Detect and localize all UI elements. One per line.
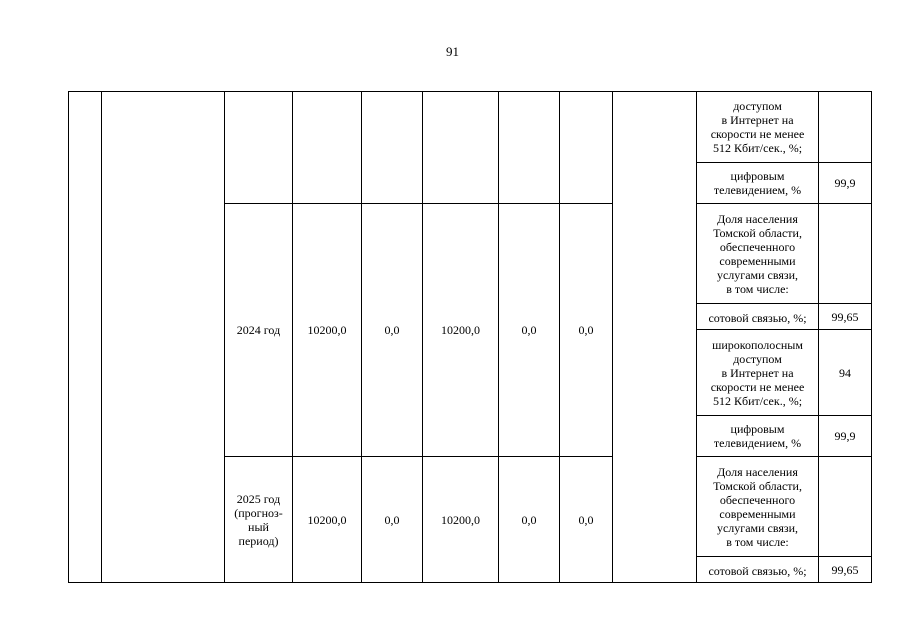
- indicator-text: скорости не менее: [710, 127, 805, 141]
- indicator-text: в том числе:: [726, 534, 789, 549]
- indicator-text: скорости не менее: [710, 379, 805, 394]
- period-cell: 2024 год: [225, 204, 293, 457]
- regional-budget-cell: 10200,0: [423, 204, 499, 457]
- other-sources-cell: 0,0: [560, 457, 613, 583]
- indicator-value-cell: [819, 204, 872, 304]
- other-sources-cell: 0,0: [560, 204, 613, 457]
- indicator-text: 512 Кбит/сек., %;: [712, 141, 803, 155]
- indicator-name-cell: [697, 330, 819, 416]
- indicator-name-cell: [697, 457, 819, 557]
- indicator-text: Доля населения: [717, 464, 798, 479]
- local-budget-cell: 0,0: [499, 204, 560, 457]
- indicator-text: Томской области,: [713, 478, 802, 493]
- indicator-name-cell: [697, 92, 819, 163]
- indicator-value-cell: [819, 92, 872, 163]
- indicator-name-cell: [697, 204, 819, 304]
- period-cell: [225, 92, 293, 204]
- indicator-text: телевидением, %: [713, 436, 802, 450]
- indicator-text: современными: [719, 506, 796, 521]
- indicator-name-cell: [697, 163, 819, 204]
- total-cell: [293, 92, 362, 204]
- regional-budget-cell: 10200,0: [423, 457, 499, 583]
- indicator-name-cell: [697, 304, 819, 330]
- total-cell: 10200,0: [293, 204, 362, 457]
- indicator-text: услугами связи,: [716, 520, 799, 535]
- indicator-text: обеспеченного: [719, 239, 796, 254]
- indicator-text: Доля населения: [717, 211, 798, 226]
- federal-budget-cell: [362, 92, 423, 204]
- task-name-cell: [102, 92, 225, 583]
- executor-cell: [613, 92, 697, 583]
- indicator-text: сотовой связью, %;: [708, 564, 807, 578]
- indicator-name-cell: [697, 416, 819, 457]
- indicator-text: современными: [719, 253, 796, 268]
- indicator-value-cell: 99,9: [819, 416, 872, 457]
- period-text: период): [238, 533, 279, 548]
- indicator-text: широкополосным: [712, 337, 803, 352]
- indicator-text: цифровым: [730, 422, 785, 436]
- indicator-text: в том числе:: [726, 281, 789, 296]
- indicator-text: 512 Кбит/сек., %;: [712, 393, 803, 408]
- indicator-text: цифровым: [730, 169, 785, 183]
- indicator-text: в Интернет на: [721, 113, 794, 127]
- period-text: (прогноз-: [234, 505, 283, 520]
- indicator-value-cell: 99,9: [819, 163, 872, 204]
- indicator-value-cell: 94: [819, 330, 872, 416]
- period-text: ный: [248, 519, 269, 534]
- indicator-name-cell: [697, 557, 819, 583]
- local-budget-cell: [499, 92, 560, 204]
- regional-budget-cell: [423, 92, 499, 204]
- indicator-value-cell: 99,65: [819, 304, 872, 330]
- indicator-text: Томской области,: [713, 225, 802, 240]
- period-cell: [225, 457, 293, 583]
- indicator-text: телевидением, %: [713, 183, 802, 197]
- indicator-text: доступом: [733, 351, 782, 366]
- indicator-text: услугами связи,: [716, 267, 799, 282]
- indicator-text: обеспеченного: [719, 492, 796, 507]
- indicator-text: доступом: [733, 99, 782, 113]
- indicator-value-cell: 99,65: [819, 557, 872, 583]
- other-sources-cell: [560, 92, 613, 204]
- page-number: 91: [446, 44, 459, 59]
- indicator-text: в Интернет на: [721, 365, 794, 380]
- number-cell: [69, 92, 102, 583]
- total-cell: 10200,0: [293, 457, 362, 583]
- program-funding-table: [68, 91, 872, 583]
- federal-budget-cell: 0,0: [362, 457, 423, 583]
- federal-budget-cell: 0,0: [362, 204, 423, 457]
- period-text: 2025 год: [236, 491, 281, 506]
- indicator-value-cell: [819, 457, 872, 557]
- indicator-text: сотовой связью, %;: [708, 311, 807, 325]
- table-row: [69, 92, 872, 163]
- local-budget-cell: 0,0: [499, 457, 560, 583]
